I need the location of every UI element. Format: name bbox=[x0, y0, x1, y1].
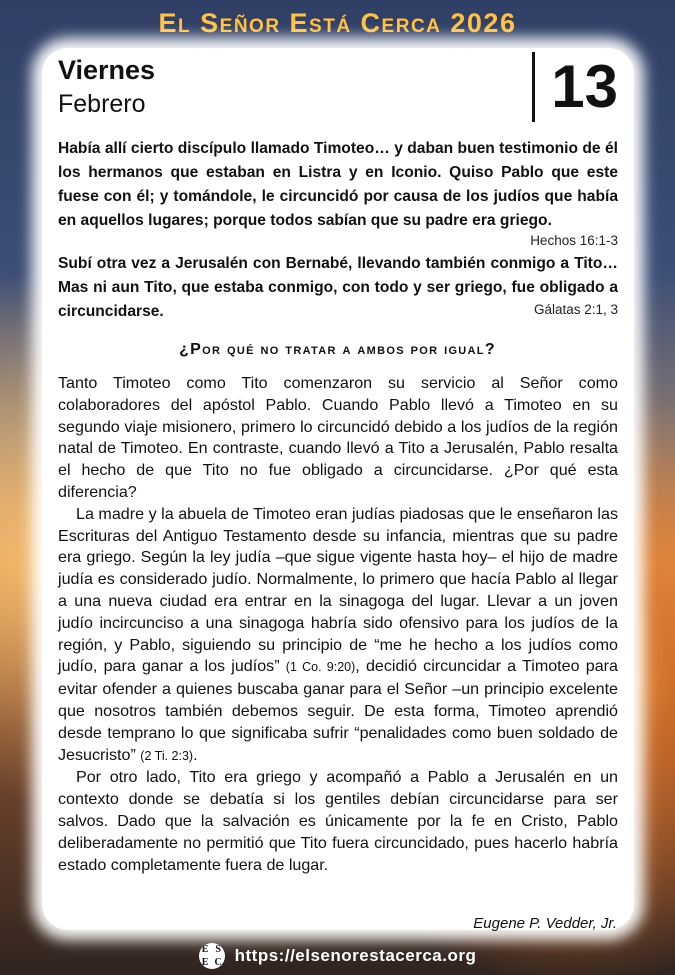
verse-reference-1: Hechos 16:1-3 bbox=[530, 233, 618, 248]
logo-letter: C bbox=[214, 957, 222, 968]
day-name: Viernes bbox=[58, 55, 156, 85]
scripture-ref-1: (1 Co. 9:20) bbox=[285, 660, 356, 675]
article-body bbox=[58, 373, 618, 876]
verse-reference-2: Gálatas 2:1, 3 bbox=[533, 302, 618, 317]
footer bbox=[0, 940, 675, 972]
section-title: ¿Por qué no tratar a ambos por igual? bbox=[179, 341, 496, 358]
publication-title: El Señor Está Cerca 2026 bbox=[158, 8, 517, 38]
paragraph-3: Por otro lado, Tito era griego y acompañó a Pablo a Jerusalén en un contexto donde se debatía si los gentiles debían circuncidarse para ser salvos. Dado que la salvación es únicamente por la fe en Cristo, Pablo deliberadamente no permitió que Tito fuera circuncidado, pues hacerlo habría estado completamente fuera de lugar. bbox=[58, 768, 618, 874]
website-link[interactable]: https://elsenorestacerca.org bbox=[234, 946, 477, 965]
paragraph-2-part-c: . bbox=[193, 745, 198, 764]
month-name: Febrero bbox=[58, 90, 146, 118]
author-signature: Eugene P. Vedder, Jr. bbox=[473, 915, 617, 932]
paragraph-1: Tanto Timoteo como Tito comenzaron su servicio al Señor como colaboradores del apóstol Pablo. Cuando Pablo llevó a Timoteo en su segundo viaje misionero, primero lo circuncidó debido a los judíos de la región natal de Timoteo. En contraste, cuando llevó a Tito a Jerusalén, Pablo resalta el hecho de que Tito no fue obligado a circuncidarse. ¿Por qué esta diferencia? bbox=[58, 374, 618, 501]
esec-logo bbox=[199, 943, 225, 969]
logo-letter: S bbox=[215, 944, 221, 955]
verse-text-1: Había allí cierto discípulo llamado Timoteo… y daban buen testimonio de él los hermanos que estaban en Listra y en Iconio. Quiso Pablo que este fuese con él; y tomándole, le circuncidó por causa de los judíos que había en aquellos lugares; porque todos sabían que su padre era griego. bbox=[58, 140, 618, 229]
paragraph-2-part-b: , decidió circuncidar a Timoteo para evitar ofender a quienes buscaba ganar para el Señor –un principio excelente que nosotros también debemos seguir. De esta forma, Timoteo aprendió desde temprano lo que significaba sufrir “penalidades como buen soldado de Jesucristo” bbox=[58, 657, 618, 764]
logo-letter: E bbox=[201, 944, 209, 955]
day-number: 13 bbox=[532, 52, 618, 122]
paragraph-2-part-a: La madre y la abuela de Timoteo eran judías piadosas que le enseñaron las Escrituras del Antiguo Testamento desde su infancia, mientras que su padre era griego. Según la ley judía –que sigue vigente hasta hoy– el hijo de madre judía es considerado judío. Normalmente, lo primero que hacía Pablo al llegar a una nueva ciudad era entrar en la sinagoga del lugar. Llevar a un joven judío incircunciso a una sinagoga habría sido ofensivo para los judíos de la región, y Pablo, siguiendo su principio de “me he hecho a los judíos como judío, para ganar a los judíos” bbox=[58, 504, 618, 676]
logo-letter: E bbox=[201, 957, 209, 968]
paragraph-2 bbox=[58, 504, 618, 768]
scripture-ref-2: (2 Ti. 2:3) bbox=[140, 748, 194, 763]
verse-text-2: Subí otra vez a Jerusalén con Bernabé, llevando también conmigo a Tito… Mas ni aun Tito, que estaba conmigo, con todo y ser griego, fue obligado a circuncidarse. bbox=[58, 255, 618, 320]
